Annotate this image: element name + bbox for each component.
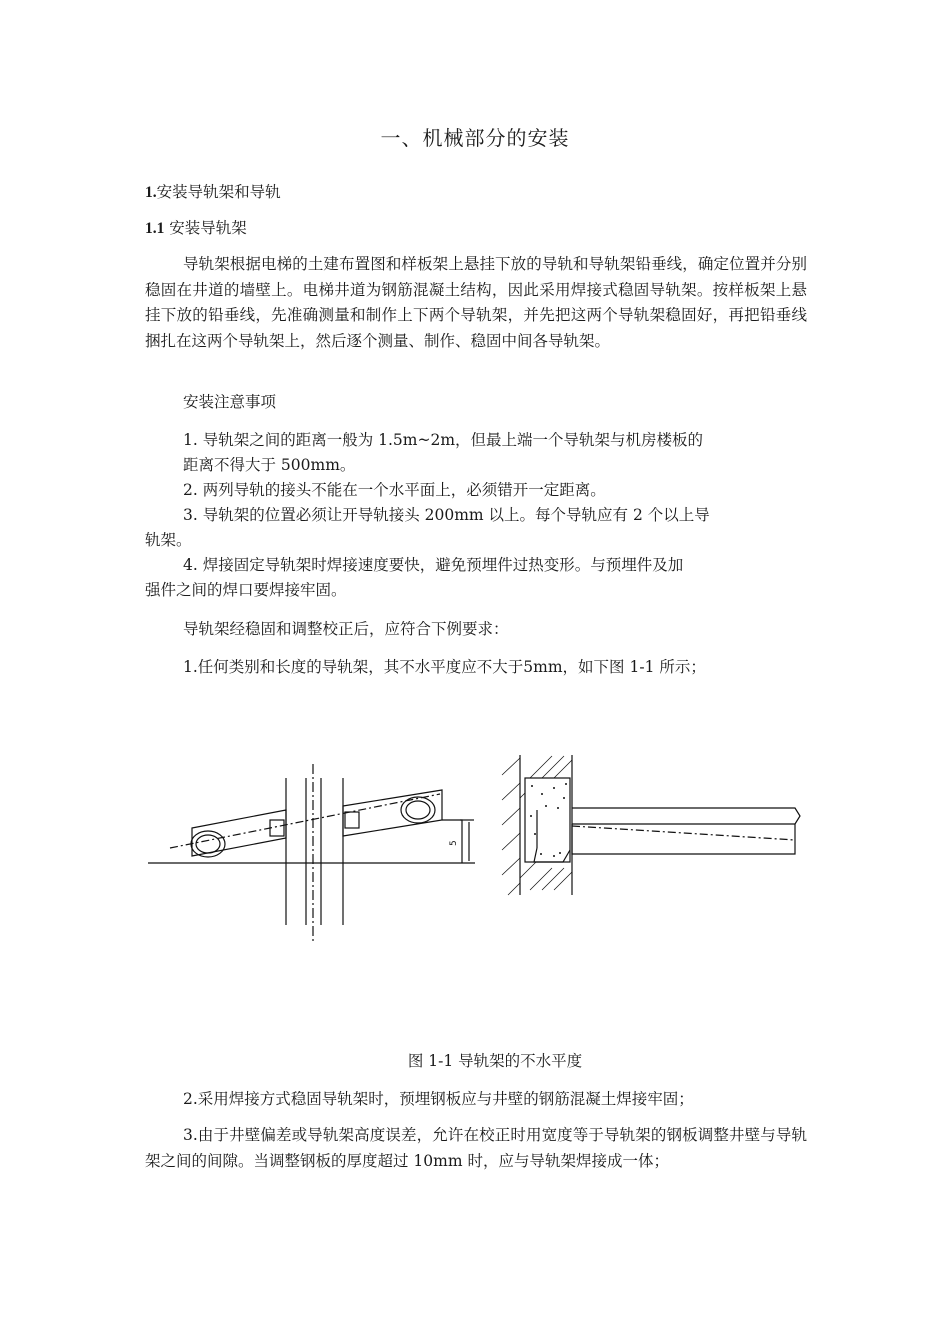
- requirement-3: 3.由于井壁偏差或导轨架高度误差，允许在校正时用宽度等于导轨架的钢板调整井壁与导轨架之间的间隙。当调整钢板的厚度超过 10mm 时，应与导轨架焊接成一体；: [145, 1126, 807, 1170]
- intro-paragraph: 导轨架根据电梯的土建布置图和样板架上悬挂下放的导轨和导轨架铅垂线，确定位置并分别稳固在井道的墙壁上。电梯井道为钢筋混凝土结构，因此采用焊接式稳固导轨架。按样板架上悬挂下放的铅垂线，先准确测量和制作上下两个导轨架，并先把这两个导轨架稳固好，再把铅垂线捆扎在这两个导轨架上，然后逐个测量、制作、稳固中间各导轨架。: [145, 255, 807, 350]
- bracket-side-view: [572, 808, 800, 824]
- bracket-left: [192, 810, 286, 856]
- section-heading-1-1: [145, 216, 247, 238]
- page-title: 一、机械部分的安装: [380, 126, 570, 150]
- note-item-2: 2. 两列导轨的接头不能在一个水平面上，必须错开一定距离。: [183, 481, 606, 499]
- section-number: 1.: [145, 184, 157, 201]
- requirement-1: 1.任何类别和长度的导轨架，其不水平度应不大于5mm，如下图 1-1 所示；: [183, 658, 706, 676]
- embedded-plate: [525, 778, 570, 862]
- note-item-1-line2: 距离不得大于 500mm。: [183, 456, 356, 474]
- dimension-label: 5: [449, 840, 459, 846]
- note-item-1-line1: 1. 导轨架之间的距离一般为 1.5m~2m，但最上端一个导轨架与机房楼板的: [183, 431, 704, 449]
- section-number: 1.1: [145, 220, 165, 237]
- section-heading-1: [145, 180, 281, 202]
- bracket-axis-line: [170, 794, 440, 848]
- note-item-3-line2: 轨架。: [145, 531, 192, 549]
- requirements-intro: 导轨架经稳固和调整校正后，应符合下例要求：: [183, 620, 509, 638]
- note-item-4-line2: 强件之间的焊口要焊接牢固。: [145, 581, 347, 599]
- note-item-3-line1: 3. 导轨架的位置必须让开导轨接头 200mm 以上。每个导轨应有 2 个以上导: [183, 506, 710, 524]
- requirement-2: 2.采用焊接方式稳固导轨架时，预埋钢板应与井壁的钢筋混凝土焊接牢固；: [183, 1090, 694, 1108]
- section-text: 安装导轨架: [164, 219, 247, 237]
- guide-rail-bracket-figure: [140, 750, 820, 950]
- figure-caption: 图 1-1 导轨架的不水平度: [407, 1052, 583, 1070]
- bracket-clip: [345, 812, 359, 828]
- bracket-clip: [270, 820, 284, 836]
- notes-heading: 安装注意事项: [183, 393, 277, 411]
- bracket-bolt-hole-inner: [196, 835, 220, 853]
- section-text: 安装导轨架和导轨: [156, 183, 281, 201]
- bracket-bolt-hole-inner: [406, 801, 430, 819]
- sag-axis-line: [572, 826, 795, 840]
- note-item-4-line1: 4. 焊接固定导轨架时焊接速度要快，避免预埋件过热变形。与预埋件及加: [183, 556, 684, 574]
